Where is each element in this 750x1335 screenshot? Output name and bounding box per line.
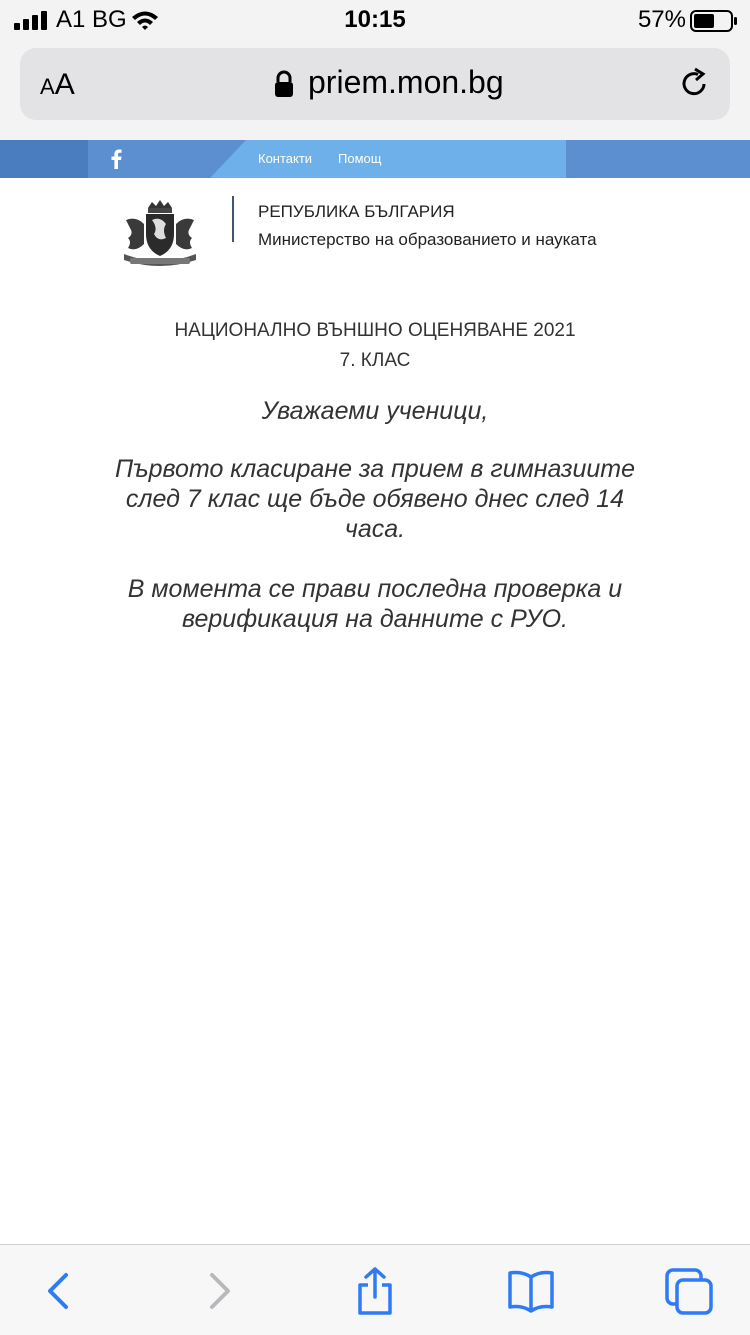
carrier-label: A1 BG — [56, 6, 127, 33]
address-bar[interactable] — [20, 48, 730, 120]
status-bar — [0, 0, 750, 40]
site-top-nav — [0, 140, 750, 178]
browser-toolbar — [0, 1244, 750, 1335]
nav-link-help[interactable]: Помощ — [338, 151, 382, 166]
text-size-button[interactable]: AA — [40, 68, 75, 101]
clock: 10:15 — [344, 6, 406, 33]
tabs-icon[interactable] — [664, 1267, 714, 1315]
verification-paragraph — [0, 574, 750, 634]
lock-icon — [274, 70, 294, 98]
facebook-icon[interactable] — [110, 149, 122, 169]
browser-address-area — [0, 40, 750, 141]
announcement-paragraph — [0, 454, 750, 544]
coat-of-arms-logo — [116, 198, 204, 272]
share-icon[interactable] — [350, 1267, 400, 1315]
verification-line: верификация на данните с РУО. — [182, 605, 568, 633]
nav-left-strip — [0, 140, 88, 178]
bookmarks-icon[interactable] — [506, 1267, 556, 1315]
grade-label: 7. КЛАС — [339, 350, 411, 371]
exam-title: НАЦИОНАЛНО ВЪНШНО ОЦЕНЯВАНЕ 2021 — [174, 320, 576, 341]
forward-icon[interactable] — [194, 1267, 244, 1315]
battery-icon — [690, 10, 738, 32]
country-name: РЕПУБЛИКА БЪЛГАРИЯ — [258, 202, 455, 221]
reload-icon[interactable] — [676, 66, 712, 102]
battery-percentage: 57% — [637, 6, 686, 33]
announcement-line: Първото класиране за прием в гимназиите — [114, 455, 636, 483]
verification-line: В момента се прави последна проверка и — [127, 575, 623, 603]
nav-link-contacts[interactable]: Контакти — [258, 151, 313, 166]
url-domain: priem.mon.bg — [308, 64, 504, 100]
header-divider — [232, 196, 234, 242]
announcement-line: след 7 клас ще бъде обявено днес след 14 — [125, 485, 625, 513]
ministry-name: Министерство на образованието и науката — [258, 230, 597, 249]
announcement-line: часа. — [344, 515, 406, 543]
greeting: Уважаеми ученици, — [261, 397, 489, 425]
back-icon[interactable] — [34, 1267, 84, 1315]
